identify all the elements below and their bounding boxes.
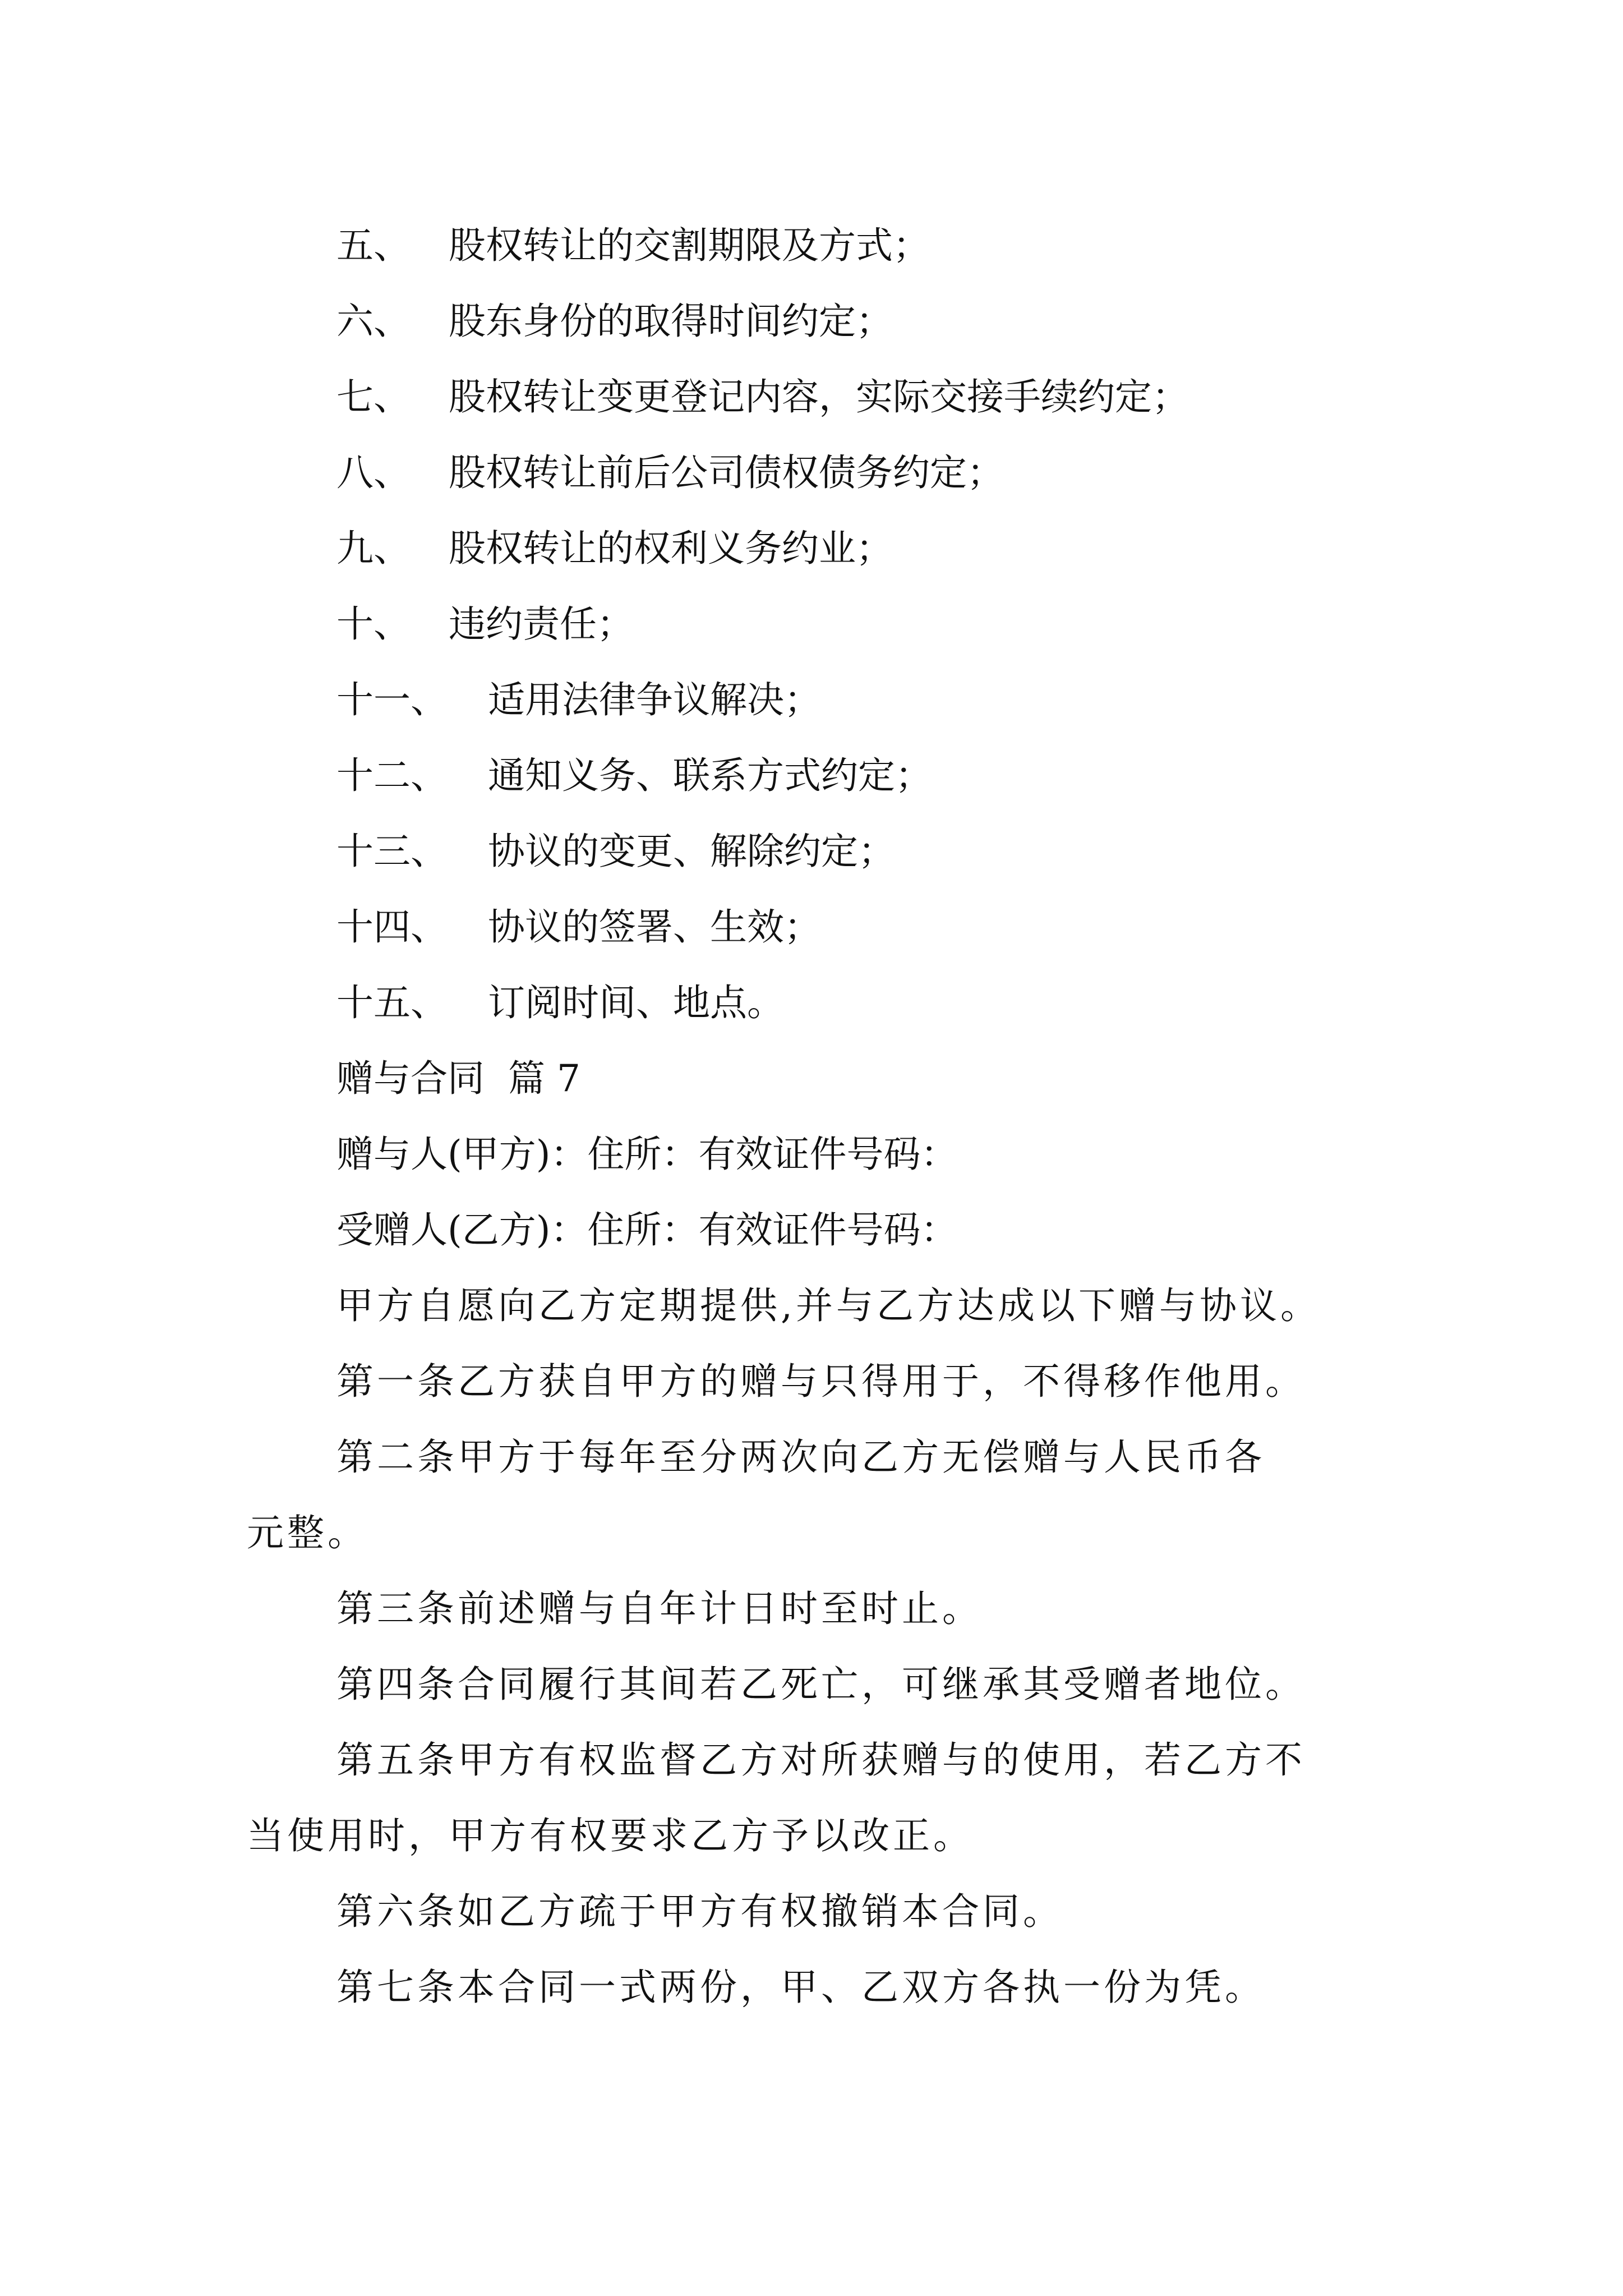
list-item (336, 602, 634, 646)
list-item-number: 五、 (336, 224, 411, 267)
list-item (336, 375, 1189, 418)
article-2-line-1: 第二条甲方于每年至分两次向乙方无偿赠与人民币各 (336, 1435, 1265, 1479)
article-4: 第四条合同履行其间若乙死亡，可继承其受赠者地位。 (336, 1663, 1306, 1706)
list-item (336, 300, 893, 343)
list-item-text: 协议的签署、生效； (488, 905, 821, 949)
list-item-text: 通知义务、联系方式约定； (488, 754, 932, 797)
list-item-text: 股权转让变更登记内容，实际交接手续约定； (449, 375, 1189, 418)
list-item (336, 754, 932, 797)
list-item-text: 违约责任； (449, 602, 634, 646)
article-5-line-2: 当使用时，甲方有权要求乙方予以改正。 (247, 1814, 974, 1857)
list-item-text: 股权转让的权利义务约业； (449, 527, 893, 570)
list-item (336, 527, 893, 570)
list-item-number: 十五、 (336, 981, 448, 1024)
list-item (336, 678, 821, 721)
list-item-text: 适用法律争议解决； (488, 678, 821, 721)
list-item (336, 451, 1004, 494)
list-item (336, 830, 895, 873)
donee-line: 受赠人(乙方)：住所：有效证件号码： (336, 1208, 958, 1251)
intro-paragraph: 甲方自愿向乙方定期提供,并与乙方达成以下赠与协议。 (336, 1284, 1321, 1327)
list-item (336, 981, 784, 1024)
list-item-text: 协议的变更、解除约定； (488, 830, 895, 873)
list-item-number: 六、 (336, 300, 411, 343)
list-item-number: 十一、 (336, 678, 448, 721)
list-item-number: 七、 (336, 375, 411, 418)
article-6: 第六条如乙方疏于甲方有权撤销本合同。 (336, 1890, 1063, 1933)
article-1: 第一条乙方获自甲方的赠与只得用于，不得移作他用。 (336, 1360, 1306, 1403)
article-7: 第七条本合同一式两份，甲、乙双方各执一份为凭。 (336, 1966, 1265, 2009)
list-item-text: 股权转让前后公司债权债务约定； (449, 451, 1004, 494)
list-item-text: 股东身份的取得时间约定； (449, 300, 893, 343)
list-item-number: 十二、 (336, 754, 448, 797)
list-item-number: 九、 (336, 527, 411, 570)
list-item (336, 224, 930, 267)
article-3: 第三条前述赠与自年计日时至时止。 (336, 1587, 983, 1630)
list-item-number: 十三、 (336, 830, 448, 873)
list-item-number: 十四、 (336, 905, 448, 949)
list-item-text: 股权转让的交割期限及方式； (449, 224, 930, 267)
article-2-line-2: 元整。 (247, 1511, 368, 1554)
article-5-line-1: 第五条甲方有权监督乙方对所获赠与的使用，若乙方不 (336, 1738, 1306, 1782)
list-item (336, 905, 821, 949)
section-title: 赠与合同 篇 7 (336, 1057, 580, 1100)
list-item-number: 十、 (336, 602, 411, 646)
list-item-number: 八、 (336, 451, 411, 494)
list-item-text: 订阅时间、地点。 (488, 981, 784, 1024)
donor-line: 赠与人(甲方)：住所：有效证件号码： (336, 1133, 958, 1176)
